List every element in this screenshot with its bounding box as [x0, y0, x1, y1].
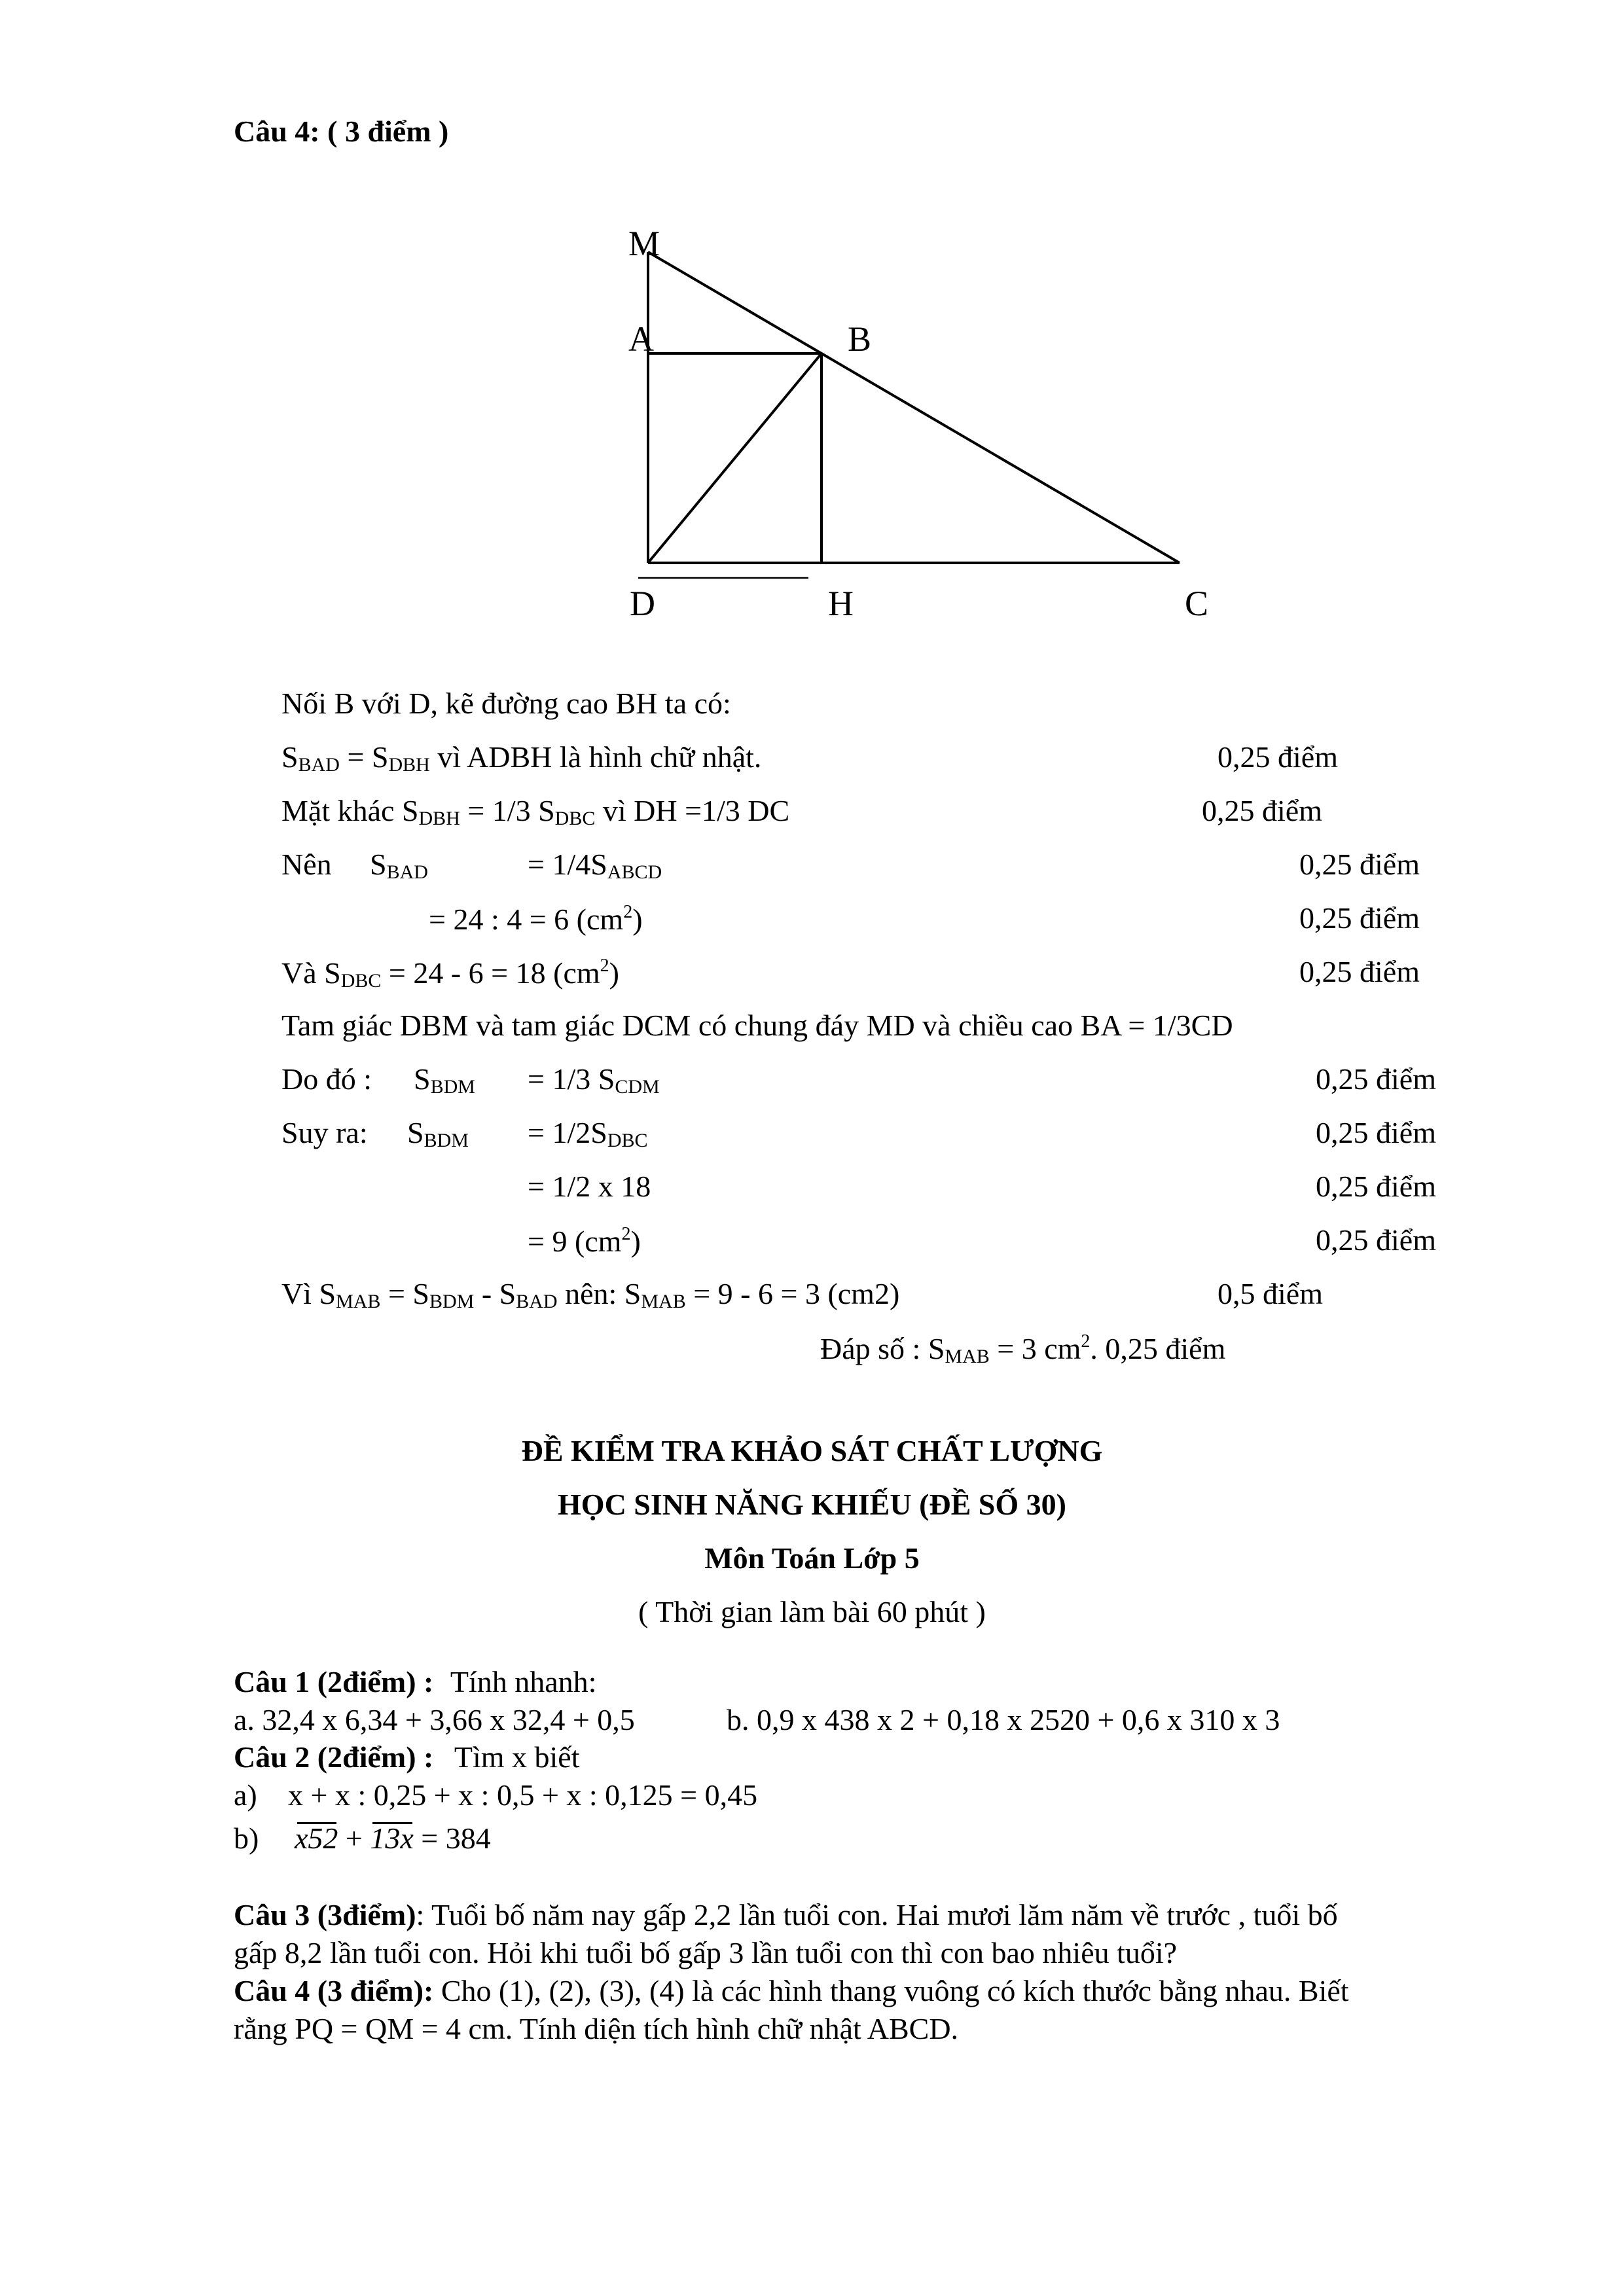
solution-line-3-eq: = $1/4S_{ABCD}$	[528, 848, 662, 883]
q1-label: Câu 1 (2điểm) :	[234, 1665, 434, 1698]
score-line-11: 0,5 điểm	[1218, 1277, 1323, 1310]
solution-line-7-term: $S_{BDM}$	[414, 1062, 475, 1098]
q2-part-a-label: a)	[234, 1778, 257, 1812]
solution-line-9: = 1/2 x 18	[528, 1170, 651, 1203]
point-label-h: H	[828, 584, 854, 623]
overline-number-13x: 13x	[370, 1821, 414, 1855]
exam-title-1: ĐỀ KIỂM TRA KHẢO SÁT CHẤT LƯỢNG	[521, 1434, 1103, 1467]
solution-line-1: $S_{BAD} = S_{DBH}$ vì ADBH là hình chữ nhật.	[281, 740, 762, 776]
q2-part-b: x52 + 13x = 384	[295, 1821, 491, 1855]
exam-subject: Môn Toán Lớp 5	[704, 1541, 920, 1575]
solution-line-3-label: Nên	[281, 848, 332, 881]
q2-text: Tìm x biết	[454, 1740, 580, 1774]
score-line-1: 0,25 điểm	[1218, 740, 1338, 774]
q3-line-1: Câu 3 (3điểm): Tuổi bố năm nay gấp 2,2 lần tuổi con. Hai mươi lăm năm về trước , tuổi bố	[234, 1898, 1338, 1931]
q1-line	[234, 1667, 596, 1697]
score-line-10: 0,25 điểm	[1316, 1223, 1436, 1257]
point-label-m: M	[628, 224, 660, 263]
q3-label: Câu 3 (3điểm)	[234, 1898, 416, 1931]
solution-line-8-term: $S_{BDM}$	[407, 1116, 469, 1151]
solution-line-5: Và $S_{DBC} = 24 - 6 = 18$ $(cm^2)$	[281, 956, 619, 992]
segment-db	[648, 353, 821, 563]
exam-time: ( Thời gian làm bài 60 phút )	[638, 1595, 986, 1628]
q4-label: Câu 4 (3 điểm):	[234, 1974, 434, 2007]
q3-line-2: gấp 8,2 lần tuổi con. Hỏi khi tuổi bố gấp 3 lần tuổi con thì con bao nhiêu tuổi?	[234, 1936, 1178, 1969]
score-line-4: 0,25 điểm	[1299, 901, 1420, 935]
solution-line-7-label: Do đó :	[281, 1062, 372, 1096]
score-line-3: 0,25 điểm	[1299, 848, 1420, 881]
q4-line-1: Câu 4 (3 điểm): Cho (1), (2), (3), (4) là các hình thang vuông có kích thước bằng nhau. Biết	[234, 1974, 1349, 2007]
score-line-5: 0,25 điểm	[1299, 955, 1420, 988]
solution-line-10: = 9 $(cm^2)$	[528, 1224, 641, 1258]
solution-line-8-eq: = $1/2S_{DBC}$	[528, 1116, 648, 1151]
q4-line-2: rằng PQ = QM = 4 cm. Tính diện tích hình chữ nhật ABCD.	[234, 2012, 959, 2045]
q1-text: Tính nhanh:	[450, 1665, 597, 1698]
score-line-9: 0,25 điểm	[1316, 1170, 1436, 1203]
q2-part-a: x + x : 0,25 + x : 0,5 + x : 0,125 = 0,45	[288, 1778, 758, 1812]
overline-number-x52: x52	[295, 1821, 338, 1855]
solution-line-2: Mặt khác $S_{DBH} = 1/3$ $S_{DBC}$ vì DH =1/3 DC	[281, 794, 790, 829]
score-line-2: 0,25 điểm	[1202, 794, 1322, 827]
q2-line	[234, 1742, 580, 1772]
solution-intro: Nối B với D, kẽ đường cao BH ta có:	[281, 687, 731, 720]
score-line-8: 0,25 điểm	[1316, 1116, 1436, 1149]
solution-line-3-term: $S_{BAD}$	[370, 848, 428, 883]
q2-label: Câu 2 (2điểm) :	[234, 1740, 434, 1774]
point-label-c: C	[1185, 584, 1209, 623]
segment-mc	[648, 252, 1180, 563]
solution-line-11: Vì $S_{MAB} = S_{BDM} - S_{BAD}$ nên: $S_{MAB} = 9 - 6 = 3$ (cm2)	[281, 1277, 900, 1312]
solution-line-8-label: Suy ra:	[281, 1116, 368, 1149]
point-label-b: B	[848, 319, 872, 359]
point-label-d: D	[630, 584, 655, 623]
solution-line-7-eq: = 1/3 $S_{CDM}$	[528, 1062, 660, 1098]
question-label: Câu 4:	[234, 115, 320, 148]
solution-line-4: = 24 : 4 = 6 $(cm^2)$	[429, 902, 643, 936]
question-heading	[234, 117, 448, 147]
solution-line-6: Tam giác DBM và tam giác DCM có chung đáy MD và chiều cao BA = 1/3CD	[281, 1009, 1233, 1042]
point-label-a: A	[628, 319, 654, 359]
q1-part-a: a. 32,4 x 6,34 + 3,66 x 32,4 + 0,5	[234, 1703, 635, 1736]
q1-part-b: b. 0,9 x 438 x 2 + 0,18 x 2520 + 0,6 x 310 x 3	[727, 1703, 1280, 1736]
score-line-7: 0,25 điểm	[1316, 1062, 1436, 1096]
final-answer: Đáp số : $S_{MAB} = 3$ $cm^2$. 0,25 điểm	[820, 1331, 1226, 1367]
question-points: ( 3 điểm )	[327, 115, 449, 148]
geometry-figure	[615, 223, 1209, 628]
q2-part-b-label: b)	[234, 1821, 259, 1855]
exam-title-2: HỌC SINH NĂNG KHIẾU (ĐỀ SỐ 30)	[558, 1488, 1066, 1521]
